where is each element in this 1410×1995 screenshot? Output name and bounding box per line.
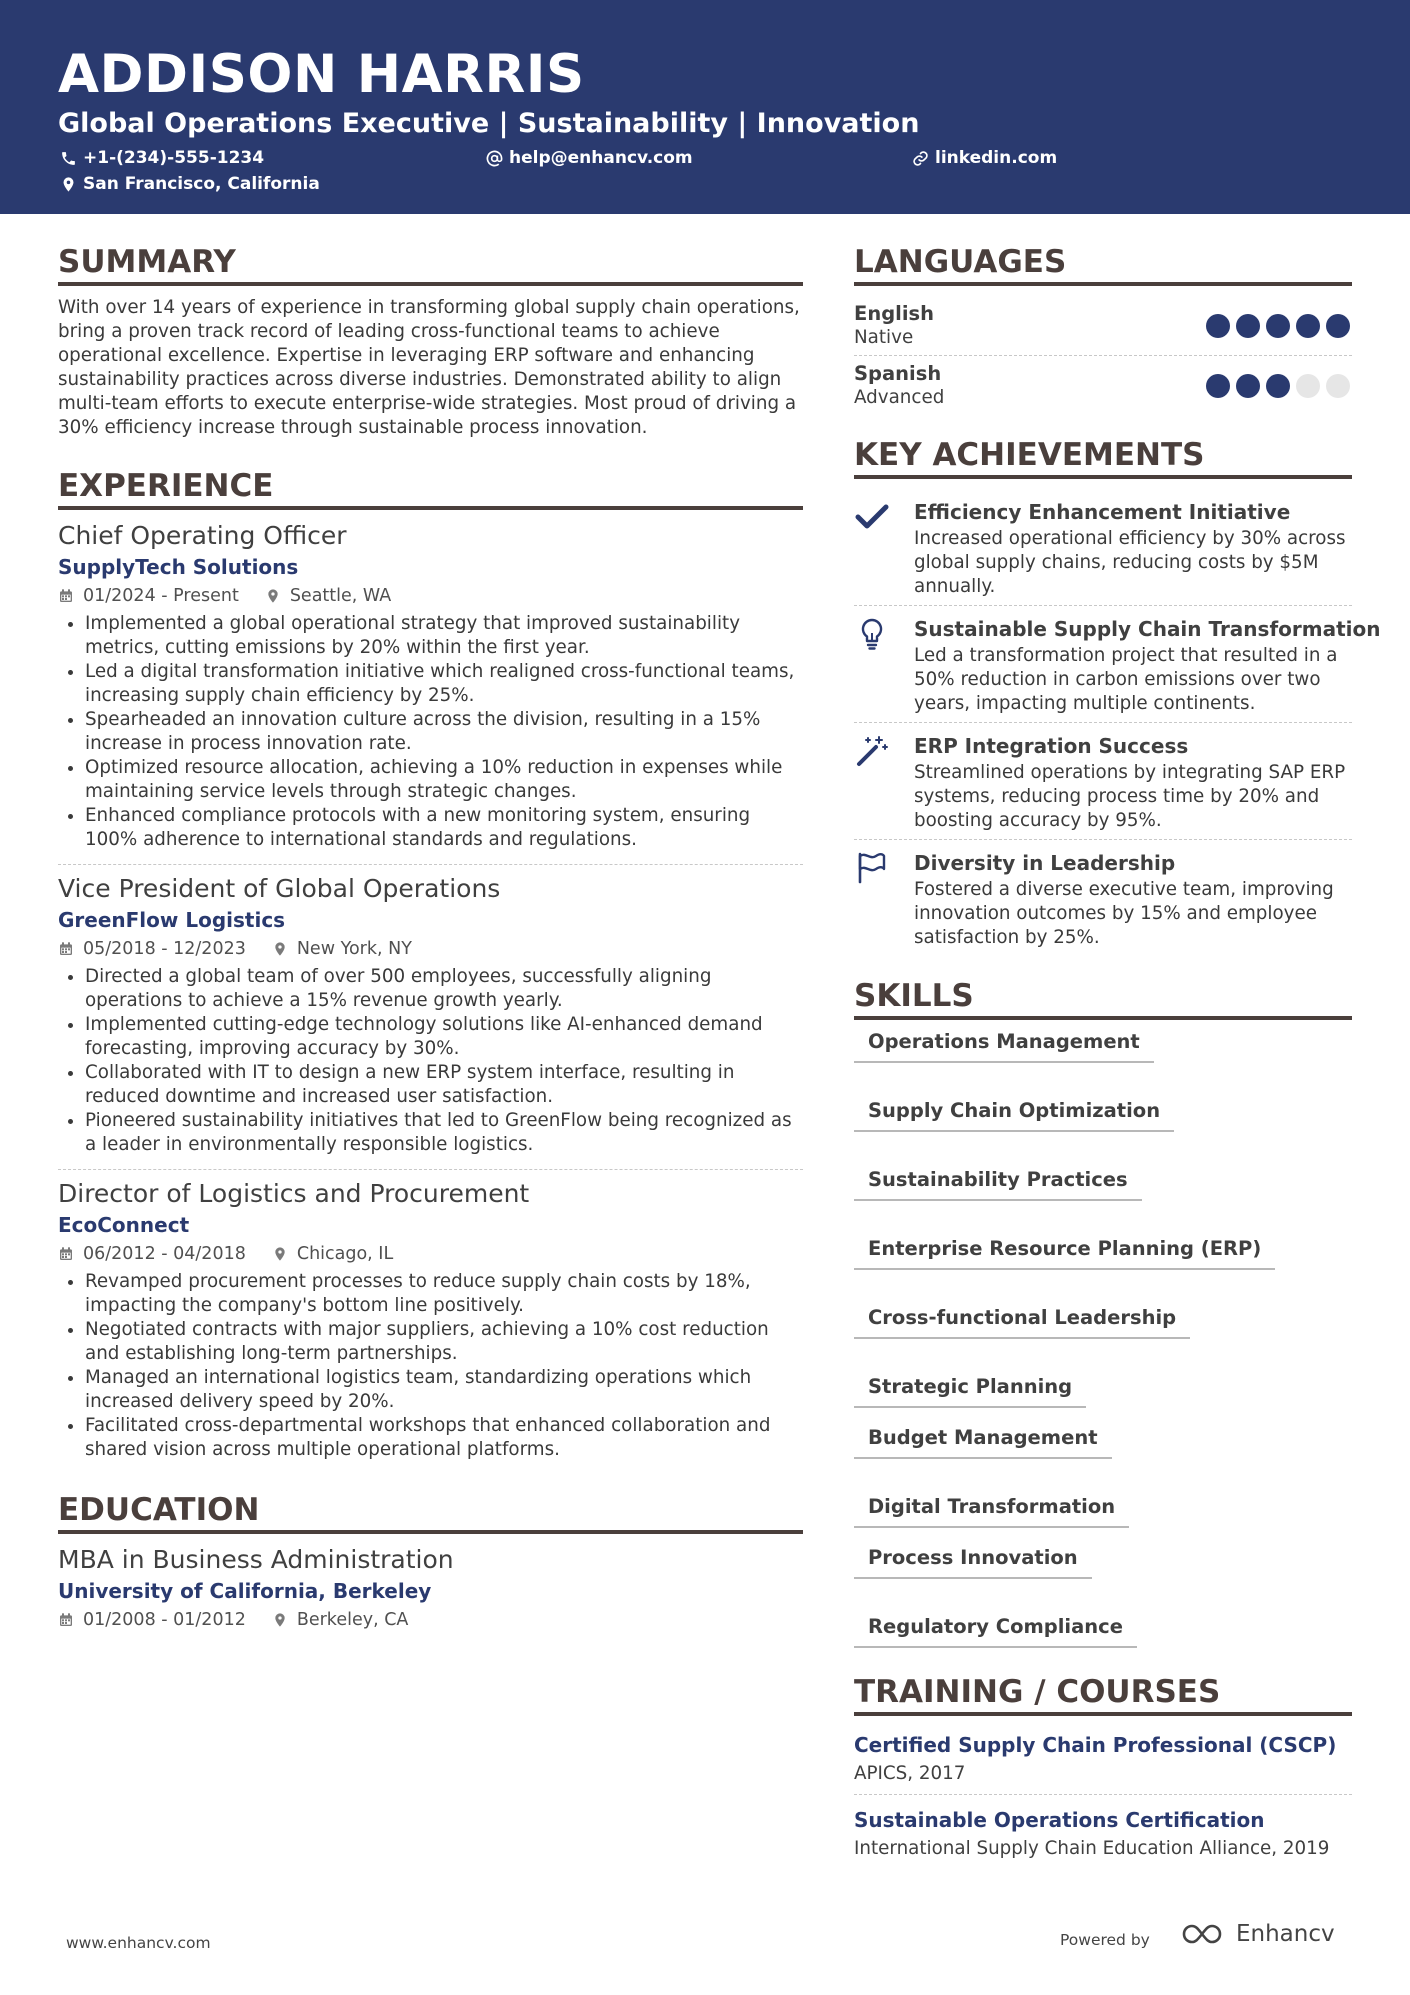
rating-dot [1266,374,1290,398]
job-title: Director of Logistics and Procurement [58,1179,530,1208]
degree-title: MBA in Business Administration [58,1545,454,1574]
language-level: Advanced [854,387,945,408]
bullet-item: • Spearheaded an innovation culture across the division, resulting in a 15% increase in process innovation rate. [85,708,803,756]
calendar-icon [58,588,74,604]
achievement-desc: Led a transformation project that resulted in a 50% reduction in carbon emissions over two years, impacting multiple continents. [914,645,1338,714]
rating-dot [1266,314,1290,338]
skill-tag: Sustainability Practices [854,1168,1142,1201]
bullet-item: • Optimized resource allocation, achieving a 10% reduction in expenses while maintaining service levels through strategic changes. [85,756,803,804]
footer-url[interactable]: www.enhancv.com [66,1934,211,1952]
contact-linkedin[interactable] [912,148,1057,168]
course-title: Certified Supply Chain Professional (CSCP) [854,1733,1337,1757]
linkedin-text: linkedin.com [935,148,1058,168]
location-pin-icon [60,176,77,193]
skill-tag: Process Innovation [854,1546,1092,1579]
at-sign-icon [486,150,503,167]
course-provider: APICS, 2017 [854,1763,966,1784]
job-meta [58,1240,803,1268]
education-dates: 01/2008 - 01/2012 [83,1610,246,1630]
job-bullets [58,965,803,1157]
skill-tag: Strategic Planning [854,1375,1086,1408]
rating-dot [1236,374,1260,398]
skill-tag: Supply Chain Optimization [854,1099,1174,1132]
language-level: Native [854,327,914,348]
skill-tag: Digital Transformation [854,1495,1129,1528]
rating-dot [1326,314,1350,338]
brand-logo [1180,1920,1335,1948]
job-location-wrap [272,1244,393,1264]
phone-text: +1-(234)-555-1234 [83,148,265,168]
location-pin-icon [272,1246,288,1262]
skills-list [854,1030,1352,1648]
language-item [854,296,1352,355]
job-entry [58,520,803,864]
education-location: Berkeley, CA [296,1610,409,1630]
skill-tag: Regulatory Compliance [854,1615,1137,1648]
location-pin-icon [272,1612,288,1628]
phone-icon [60,150,77,167]
location-pin-icon [272,941,288,957]
location-pin-icon [265,588,281,604]
rating-dot [1296,374,1320,398]
training-list [854,1726,1352,1869]
achievements-heading: KEY ACHIEVEMENTS [854,437,1352,479]
languages-list [854,296,1352,415]
bullet-item: • Enhanced compliance protocols with a new monitoring system, ensuring 100% adherence to international standards and regulations. [85,804,803,852]
bullet-item: • Implemented cutting-edge technology solutions like AI-enhanced demand forecasting, improving accuracy by 30%. [85,1013,803,1061]
contact-location [60,174,320,194]
rating-dot [1236,314,1260,338]
job-bullets [58,1270,803,1462]
enhancv-logo-icon [1180,1920,1228,1948]
calendar-icon [58,941,74,957]
achievement-desc: Fostered a diverse executive team, improving innovation outcomes by 15% and employee satisfaction by 25%. [914,879,1334,948]
bullet-item: • Managed an international logistics team, standardizing operations which increased delivery speed by 20%. [85,1366,803,1414]
checkmark-icon [854,499,890,535]
skills-heading: SKILLS [854,978,1352,1020]
course-item [854,1794,1352,1869]
powered-by-label: Powered by [1060,1931,1150,1949]
achievement-item [854,839,1352,956]
bullet-item: • Revamped procurement processes to reduce supply chain costs by 18%, impacting the company's bottom line positively. [85,1270,803,1318]
job-dates: 01/2024 - Present [83,586,239,606]
resume-header [0,0,1410,214]
experience-heading: EXPERIENCE [58,468,803,510]
job-location: Seattle, WA [289,586,392,606]
bullet-item: • Directed a global team of over 500 employees, successfully aligning operations to achieve a 15% revenue growth yearly. [85,965,803,1013]
skill-tag: Enterprise Resource Planning (ERP) [854,1237,1275,1270]
job-dates: 05/2018 - 12/2023 [83,939,246,959]
flag-icon [854,850,890,886]
rating-dot [1206,314,1230,338]
location-text: San Francisco, California [83,174,320,194]
skill-tag: Budget Management [854,1426,1112,1459]
right-column [854,244,1381,1869]
calendar-icon [58,1246,74,1262]
candidate-headline: Global Operations Executive | Sustainability | Innovation [58,108,920,139]
job-title: Vice President of Global Operations [58,874,501,903]
left-column [58,244,803,1640]
languages-heading: LANGUAGES [854,244,1352,286]
job-location: Chicago, IL [296,1244,394,1264]
lightbulb-icon [854,616,890,652]
achievement-title: ERP Integration Success [914,734,1189,758]
job-location: New York, NY [296,939,412,959]
job-company: GreenFlow Logistics [58,908,286,932]
education-entry [58,1544,803,1640]
education-heading: EDUCATION [58,1492,803,1534]
rating-dot [1206,374,1230,398]
job-meta [58,582,803,610]
rating-dot [1326,374,1350,398]
brand-name: Enhancv [1236,1921,1335,1947]
achievement-item [854,605,1381,722]
bullet-item: • Implemented a global operational strategy that improved sustainability metrics, cutting emissions by 20% within the first year. [85,612,803,660]
course-provider: International Supply Chain Education Alliance, 2019 [854,1838,1330,1859]
education-meta [58,1606,803,1634]
calendar-icon [58,1612,74,1628]
contact-email[interactable] [486,148,693,168]
achievement-item [854,489,1352,605]
course-title: Sustainable Operations Certification [854,1808,1265,1832]
language-name: Spanish [854,362,942,385]
job-company: EcoConnect [58,1213,190,1237]
achievement-title: Efficiency Enhancement Initiative [914,500,1291,524]
course-item [854,1726,1352,1794]
achievement-item [854,722,1352,839]
summary-text: With over 14 years of experience in transforming global supply chain operations, bring a proven track record of leading cross-functional teams to achieve operational excellence. Expertise in leveraging ERP software and enhancing sustainability practices across diverse industries. Demonstrated ability to align multi-team efforts to execute enterprise-wide strategies. Most proud of driving a 30% efficiency increase through sustainable process innovation. [58,297,800,438]
magic-wand-icon [854,733,890,769]
language-name: English [854,302,935,325]
job-dates: 06/2012 - 04/2018 [83,1244,246,1264]
job-location-wrap [272,939,412,959]
rating-dot [1296,314,1320,338]
summary-heading: SUMMARY [58,244,803,286]
skill-tag: Operations Management [854,1030,1154,1063]
bullet-item: • Negotiated contracts with major suppliers, achieving a 10% cost reduction and establishing long-term partnerships. [85,1318,803,1366]
language-rating [1206,314,1350,338]
language-item [854,355,1352,415]
candidate-name: ADDISON HARRIS [58,44,585,105]
school-name: University of California, Berkeley [58,1579,432,1603]
job-location-wrap [265,586,391,606]
job-entry [58,1169,803,1474]
language-rating [1206,374,1350,398]
contact-phone[interactable] [60,148,264,168]
bullet-item: • Facilitated cross-departmental workshops that enhanced collaboration and shared vision across multiple operational platforms. [85,1414,803,1462]
bullet-item: • Collaborated with IT to design a new ERP system interface, resulting in reduced downtime and increased user satisfaction. [85,1061,803,1109]
bullet-item: • Pioneered sustainability initiatives that led to GreenFlow being recognized as a leader in environmentally responsible logistics. [85,1109,803,1157]
job-meta [58,935,803,963]
training-heading: TRAINING / COURSES [854,1674,1352,1716]
job-entry [58,864,803,1169]
job-bullets [58,612,803,852]
achievements-list [854,489,1381,956]
education-location-wrap [272,1610,409,1630]
bullet-item: • Led a digital transformation initiative which realigned cross-functional teams, increasing supply chain efficiency by 25%. [85,660,803,708]
job-title: Chief Operating Officer [58,521,347,550]
skill-tag: Cross-functional Leadership [854,1306,1190,1339]
achievement-desc: Increased operational efficiency by 30% across global supply chains, reducing costs by $5M annually. [914,528,1346,597]
achievement-title: Sustainable Supply Chain Transformation [914,617,1381,641]
email-text: help@enhancv.com [509,148,693,168]
link-icon [912,150,929,167]
achievement-desc: Streamlined operations by integrating SAP ERP systems, reducing process time by 20% and boosting accuracy by 95%. [914,762,1346,831]
job-company: SupplyTech Solutions [58,555,299,579]
achievement-title: Diversity in Leadership [914,851,1176,875]
